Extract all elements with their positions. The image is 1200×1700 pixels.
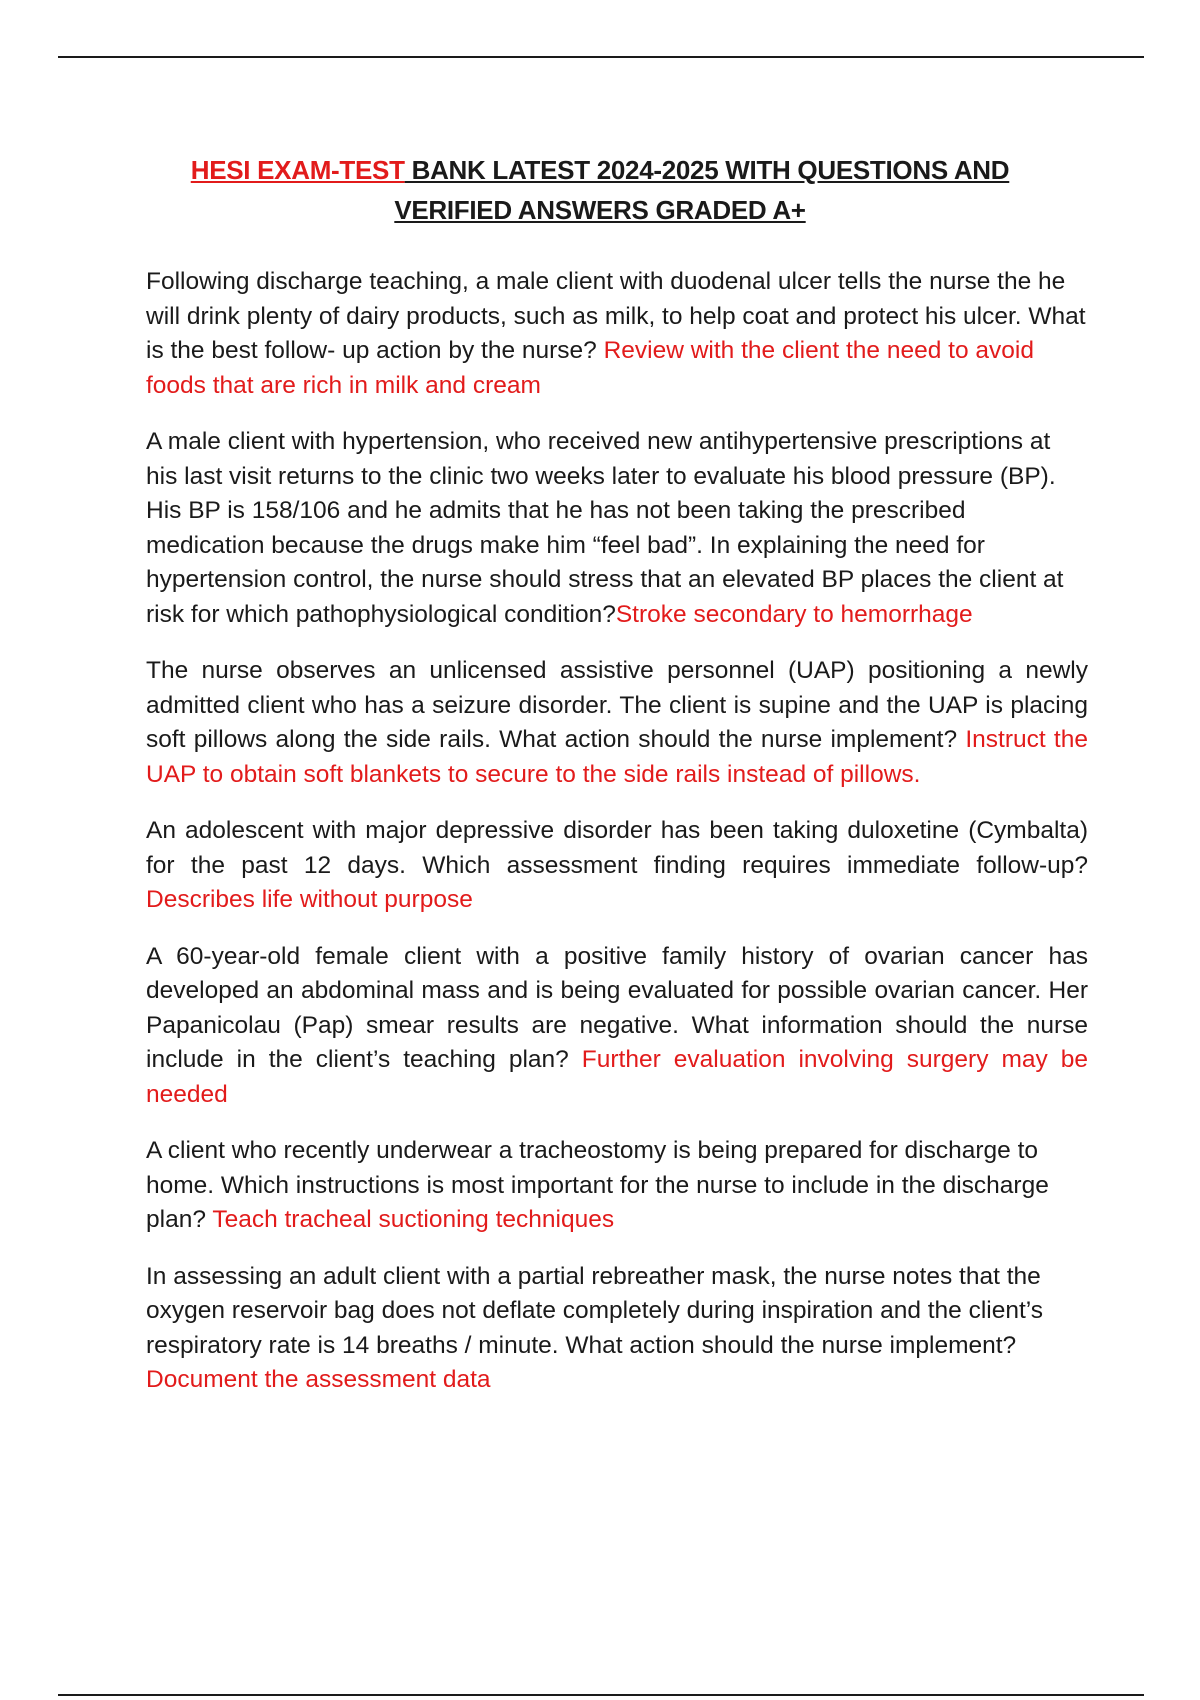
title-line-1: BANK LATEST 2024-2025 WITH QUESTIONS AND	[404, 155, 1010, 185]
question-text: An adolescent with major depressive disorder has been taking duloxetine (Cymbalta) for the past 12 days. Which assessment finding requires immediate follow-up?	[146, 817, 1088, 879]
question-item	[146, 1134, 1088, 1238]
question-item	[146, 425, 1088, 632]
answer-text: Describes life without purpose	[146, 886, 473, 913]
question-list	[146, 265, 1088, 1420]
question-item	[146, 1260, 1088, 1398]
answer-text: Instruct the UAP to obtain soft blankets to secure to the side rails instead of pillows.	[146, 726, 1088, 788]
answer-text: Review with the client the need to avoid foods that are rich in milk and cream	[146, 337, 1034, 399]
question-text: A male client with hypertension, who received new antihypertensive prescriptions at his last visit returns to the clinic two weeks later to evaluate his blood pressure (BP). His BP is 158/106 and he admits that he has not been taking the prescribed medication because the drugs make him “feel bad”. In explaining the need for hypertension control, the nurse should stress that an elevated BP places the client at risk for which pathophysiological condition?	[146, 428, 1064, 628]
answer-text: Document the assessment data	[146, 1366, 491, 1393]
question-item	[146, 265, 1088, 403]
question-text: A 60-year-old female client with a positive family history of ovarian cancer has developed an abdominal mass and is being evaluated for possible ovarian cancer. Her Papanicolau (Pap) smear results are negative. What information should the nurse include in the client’s teaching plan?	[146, 942, 1088, 1073]
question-item	[146, 654, 1088, 792]
title-highlight: HESI EXAM-TEST	[190, 155, 405, 185]
answer-text: Teach tracheal suctioning techniques	[212, 1206, 615, 1233]
bottom-rule	[58, 1694, 1144, 1696]
title-line-2: VERIFIED ANSWERS GRADED A+	[394, 195, 806, 225]
question-item	[146, 814, 1088, 918]
document-title	[120, 150, 1080, 230]
answer-text: Stroke secondary to hemorrhage	[615, 600, 973, 628]
question-text: The nurse observes an unlicensed assistive personnel (UAP) positioning a newly admitted client who has a seizure disorder. The client is supine and the UAP is placing soft pillows along the side rails. What action should the nurse implement?	[146, 657, 1088, 753]
answer-text: Further evaluation involving surgery may be needed	[146, 1046, 1088, 1108]
question-item	[146, 940, 1088, 1113]
top-rule	[58, 56, 1144, 58]
question-text: Following discharge teaching, a male client with duodenal ulcer tells the nurse the he will drink plenty of dairy products, such as milk, to help coat and protect his ulcer. What is the best follow- up action by the nurse?	[146, 268, 1086, 364]
question-text: In assessing an adult client with a partial rebreather mask, the nurse notes that the oxygen reservoir bag does not deflate completely during inspiration and the client’s respiratory rate is 14 breaths / minute. What action should the nurse implement?	[146, 1262, 1044, 1359]
question-text: A client who recently underwear a tracheostomy is being prepared for discharge to home. Which instructions is most important for the nurse to include in the discharge plan?	[146, 1137, 1049, 1233]
